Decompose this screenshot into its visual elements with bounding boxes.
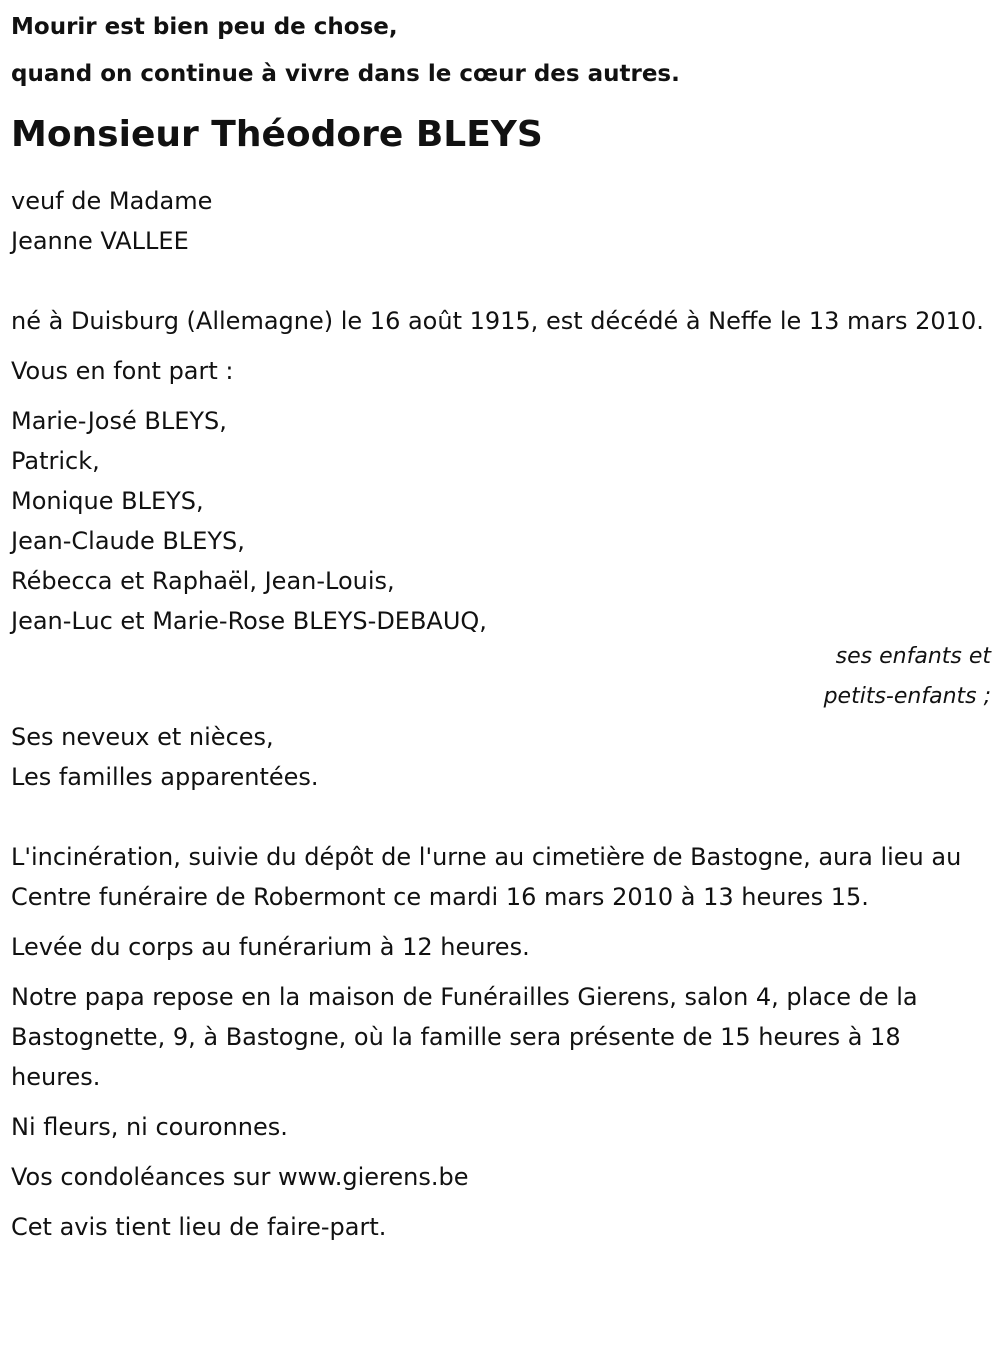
relatives-line-1: Ses neveux et nièces, <box>11 723 274 751</box>
deceased-name: Monsieur Théodore BLEYS <box>11 114 543 155</box>
children-relation <box>11 637 991 717</box>
notice-note: Cet avis tient lieu de faire-part. <box>11 1213 387 1241</box>
flowers-note: Ni fleurs, ni couronnes. <box>11 1113 288 1141</box>
list-item: Patrick, <box>11 447 100 475</box>
spouse-info <box>11 181 991 261</box>
children-relation-line-1: ses enfants et <box>835 644 991 669</box>
children-relation-line-2: petits-enfants ; <box>823 684 991 709</box>
list-item: Rébecca et Raphaël, Jean-Louis, <box>11 567 395 595</box>
obituary-notice <box>11 0 991 1247</box>
list-item: Monique BLEYS, <box>11 487 204 515</box>
list-item: Marie-José BLEYS, <box>11 407 227 435</box>
spouse-line-2: Jeanne VALLEE <box>11 227 189 255</box>
epigraph-line-1: Mourir est bien peu de chose, <box>11 14 398 40</box>
relatives-line-2: Les familles apparentées. <box>11 763 319 791</box>
list-item: Jean-Claude BLEYS, <box>11 527 245 555</box>
announcers-intro: Vous en font part : <box>11 357 234 385</box>
condolences-note: Vos condoléances sur www.gierens.be <box>11 1163 469 1191</box>
relatives <box>11 717 991 797</box>
viewing-info: Notre papa repose en la maison de Funérailles Gierens, salon 4, place de la Bastognette, 9, à Bastogne, où la famille sera présente de 15 heures à 18 heures. <box>11 983 918 1091</box>
spouse-line-1: veuf de Madame <box>11 187 213 215</box>
children-list <box>11 401 991 641</box>
list-item: Jean-Luc et Marie-Rose BLEYS-DEBAUQ, <box>11 607 487 635</box>
body-removal-info: Levée du corps au funérarium à 12 heures. <box>11 933 530 961</box>
ceremony-info: L'incinération, suivie du dépôt de l'urne au cimetière de Bastogne, aura lieu au Centre funéraire de Robermont ce mardi 16 mars 2010 à 13 heures 15. <box>11 843 962 911</box>
epigraph-line-2: quand on continue à vivre dans le cœur des autres. <box>11 61 680 87</box>
epigraph <box>11 0 991 98</box>
birth-death-info: né à Duisburg (Allemagne) le 16 août 1915, est décédé à Neffe le 13 mars 2010. <box>11 307 984 335</box>
